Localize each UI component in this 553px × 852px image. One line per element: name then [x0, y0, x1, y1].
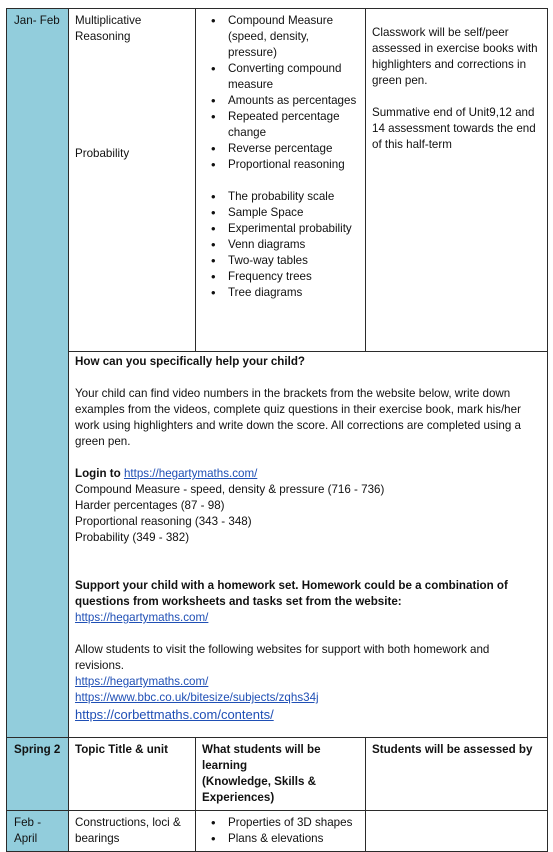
curriculum-table — [6, 8, 548, 852]
topic-title-cell — [69, 9, 196, 352]
list-item: • Amounts as percentages — [202, 93, 359, 109]
assessment-classwork: Classwork will be self/peer assessed in exercise books with highlighters and corrections in green pen. — [372, 26, 538, 87]
multiplicative-list — [202, 13, 359, 173]
assessment-cell — [366, 9, 548, 352]
learning-cell-constructions — [196, 811, 366, 852]
list-item: • Two-way tables — [202, 253, 359, 269]
list-item: • Properties of 3D shapes — [202, 815, 359, 831]
header-assessed-by: Students will be assessed by — [366, 738, 548, 811]
spring2-header-row — [7, 738, 548, 811]
support-heading: Support your child with a homework set. Homework could be a combination of questions from worksheets and tasks set from the website: — [75, 579, 508, 608]
header-learning — [196, 738, 366, 811]
list-item: • Proportional reasoning — [202, 157, 359, 173]
header-learning-line2: (Knowledge, Skills & Experiences) — [202, 775, 317, 804]
term-cell-feb-april: Feb - April — [7, 811, 69, 852]
learning-cell — [196, 9, 366, 352]
bbc-bitesize-link[interactable]: https://www.bbc.co.uk/bitesize/subjects/zqhs34j — [75, 691, 319, 704]
corbettmaths-link[interactable]: https://corbettmaths.com/contents/ — [75, 707, 274, 722]
feb-april-row — [7, 811, 548, 852]
term-cell-spring2: Spring 2 — [7, 738, 69, 811]
probability-list — [202, 189, 359, 301]
login-label: Login to — [75, 467, 121, 480]
topic-video-line: Harder percentages (87 - 98) — [75, 499, 225, 512]
list-item: • Tree diagrams — [202, 285, 359, 301]
topic-video-line: Proportional reasoning (343 - 348) — [75, 515, 252, 528]
list-item: • Sample Space — [202, 205, 359, 221]
list-item: • Experimental probability — [202, 221, 359, 237]
help-heading: How can you specifically help your child? — [75, 355, 305, 368]
help-row — [7, 352, 548, 738]
constructions-list — [202, 815, 359, 847]
list-item: • Venn diagrams — [202, 237, 359, 253]
jan-feb-row — [7, 9, 548, 352]
support-link[interactable]: https://hegartymaths.com/ — [75, 611, 209, 624]
login-line — [75, 466, 541, 482]
term-cell-jan-feb: Jan- Feb — [7, 9, 69, 738]
assessment-cell-constructions — [366, 811, 548, 852]
login-link[interactable]: https://hegartymaths.com/ — [123, 467, 258, 480]
list-item: • Plans & elevations — [202, 831, 359, 847]
help-cell — [69, 352, 548, 738]
assessment-summative: Summative end of Unit9,12 and 14 assessment towards the end of this half-term — [372, 106, 536, 151]
topic-video-line: Probability (349 - 382) — [75, 531, 190, 544]
header-topic-title: Topic Title & unit — [69, 738, 196, 811]
list-item: • Repeated percentage change — [202, 109, 359, 141]
topic-constructions: Constructions, loci & bearings — [69, 811, 196, 852]
topic-video-line: Compound Measure - speed, density & pressure (716 - 736) — [75, 483, 385, 496]
header-learning-line1: What students will be learning — [202, 743, 321, 772]
list-item: • Compound Measure (speed, density, pressure) — [202, 13, 359, 61]
hegartymaths-link[interactable]: https://hegartymaths.com/ — [75, 675, 209, 688]
list-item: • Converting compound measure — [202, 61, 359, 93]
allow-text: Allow students to visit the following websites for support with both homework and revisions. — [75, 643, 490, 672]
topic-probability: Probability — [75, 147, 130, 160]
scheme-of-work-page — [6, 8, 547, 852]
topic-multiplicative-reasoning: Multiplicative Reasoning — [75, 14, 142, 43]
help-paragraph: Your child can find video numbers in the brackets from the website below, write down examples from the videos, complete quiz questions in their exercise book, mark his/her work using highlighters and write down the score. All corrections are completed using a green pen. — [75, 387, 521, 448]
list-item: • Frequency trees — [202, 269, 359, 285]
list-item: • Reverse percentage — [202, 141, 359, 157]
list-item: • The probability scale — [202, 189, 359, 205]
